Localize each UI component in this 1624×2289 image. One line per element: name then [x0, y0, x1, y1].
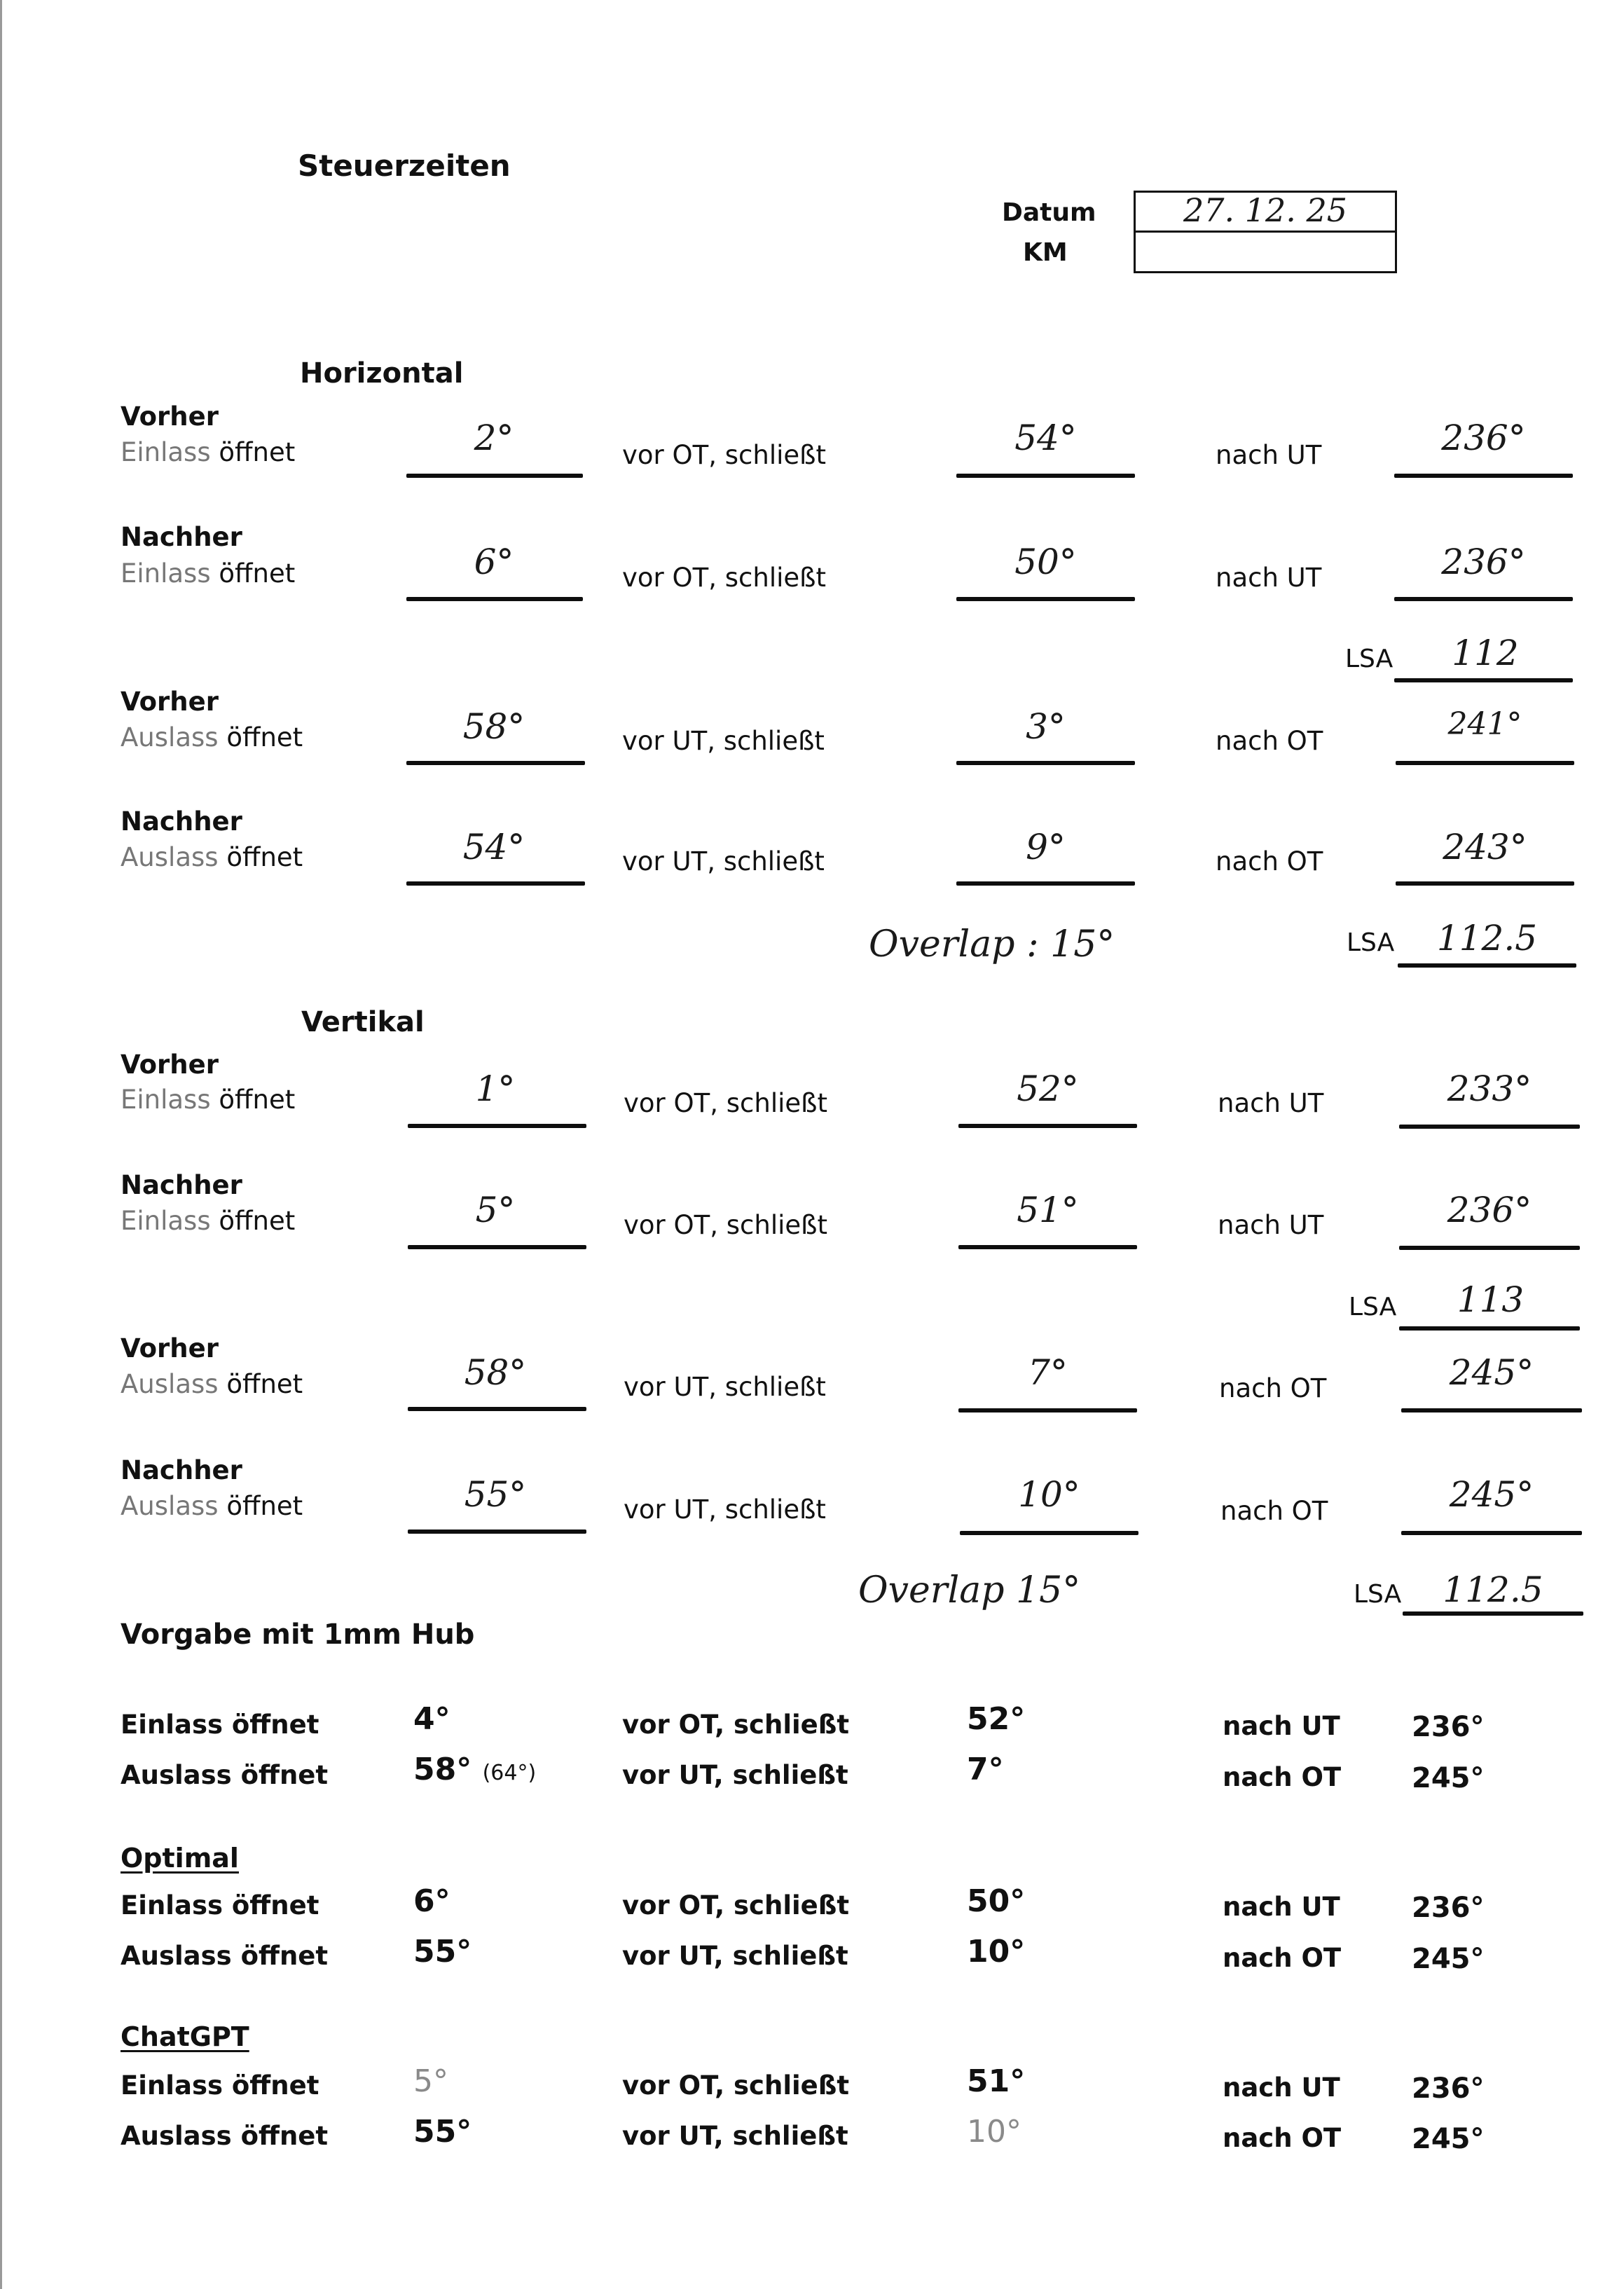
- total-underline: [1396, 761, 1574, 765]
- mid-label: vor OT, schließt: [622, 440, 826, 470]
- close-value[interactable]: 3°: [1026, 706, 1066, 747]
- chatgpt-close: 51°: [967, 2063, 1026, 2099]
- optimal-close: 10°: [967, 1934, 1026, 1970]
- lsa-underline: [1398, 963, 1576, 968]
- open-value[interactable]: 58°: [464, 1352, 527, 1393]
- section-optimal: Optimal: [121, 1843, 239, 1874]
- close-underline: [960, 1531, 1138, 1535]
- lsa-label: LSA: [1349, 1293, 1397, 1321]
- datum-km-box: [1134, 191, 1397, 273]
- close-underline: [958, 1408, 1137, 1412]
- open-underline: [406, 474, 583, 478]
- total-value[interactable]: 241°: [1447, 706, 1522, 742]
- open-underline: [408, 1245, 586, 1249]
- open-underline: [408, 1124, 586, 1128]
- row-valve-label: Einlass öffnet: [121, 1085, 296, 1115]
- row-state: Nachher: [121, 1170, 242, 1200]
- end-label: nach UT: [1216, 563, 1322, 593]
- vorgabe-total: 236°: [1412, 1711, 1485, 1743]
- lsa-value[interactable]: 112: [1452, 633, 1519, 673]
- optimal-mid: vor UT, schließt: [622, 1941, 848, 1971]
- total-value[interactable]: 236°: [1441, 542, 1526, 582]
- row-valve-label: Einlass öffnet: [121, 558, 296, 589]
- optimal-end: nach UT: [1223, 1892, 1340, 1922]
- optimal-total: 245°: [1412, 1943, 1485, 1975]
- vorgabe-mid: vor OT, schließt: [622, 1710, 850, 1740]
- lsa-underline: [1403, 1611, 1583, 1616]
- mid-label: vor UT, schließt: [622, 726, 825, 756]
- total-value[interactable]: 236°: [1441, 418, 1526, 458]
- optimal-row-label: Auslass öffnet: [121, 1941, 329, 1971]
- end-label: nach OT: [1216, 726, 1323, 756]
- datum-label: Datum: [1002, 198, 1096, 227]
- total-underline: [1396, 881, 1574, 886]
- total-value[interactable]: 245°: [1449, 1352, 1534, 1393]
- total-underline: [1401, 1531, 1582, 1535]
- scan-edge: [0, 0, 2, 2289]
- close-underline: [956, 761, 1135, 765]
- open-underline: [408, 1530, 586, 1534]
- overlap-note: Overlap : 15°: [869, 923, 1115, 965]
- optimal-close: 50°: [967, 1883, 1026, 1919]
- open-value[interactable]: 2°: [474, 418, 514, 458]
- close-value[interactable]: 50°: [1014, 542, 1077, 582]
- mid-label: vor UT, schließt: [622, 846, 825, 877]
- end-label: nach UT: [1216, 440, 1322, 470]
- optimal-open: 6°: [413, 1883, 450, 1919]
- end-label: nach OT: [1219, 1373, 1327, 1403]
- close-underline: [958, 1124, 1137, 1128]
- end-label: nach UT: [1218, 1088, 1324, 1118]
- close-value[interactable]: 7°: [1028, 1352, 1068, 1393]
- optimal-open: 55°: [413, 1934, 472, 1970]
- mid-label: vor UT, schließt: [624, 1494, 826, 1525]
- mid-label: vor OT, schließt: [624, 1088, 827, 1118]
- vorgabe-mid: vor UT, schließt: [622, 1760, 848, 1790]
- row-state: Nachher: [121, 522, 242, 552]
- total-value[interactable]: 236°: [1447, 1190, 1532, 1230]
- row-state: Vorher: [121, 401, 219, 432]
- lsa-underline: [1394, 678, 1573, 682]
- chatgpt-open: 5°: [413, 2063, 448, 2099]
- total-underline: [1401, 1408, 1582, 1412]
- close-value[interactable]: 52°: [1017, 1068, 1079, 1109]
- row-valve-label: Auslass öffnet: [121, 722, 303, 752]
- total-value[interactable]: 243°: [1443, 827, 1527, 867]
- end-label: nach OT: [1220, 1496, 1328, 1526]
- chatgpt-close: 10°: [967, 2114, 1021, 2150]
- chatgpt-total: 245°: [1412, 2123, 1485, 2155]
- vorgabe-close: 52°: [967, 1701, 1026, 1737]
- lsa-value[interactable]: 112.5: [1443, 1569, 1543, 1610]
- chatgpt-open: 55°: [413, 2114, 472, 2150]
- section-horizontal: Horizontal: [300, 357, 464, 390]
- total-value[interactable]: 245°: [1449, 1474, 1534, 1515]
- row-valve-label: Auslass öffnet: [121, 1369, 303, 1399]
- lsa-label: LSA: [1347, 928, 1395, 957]
- open-value[interactable]: 5°: [475, 1190, 516, 1230]
- lsa-value[interactable]: 113: [1457, 1279, 1525, 1320]
- close-value[interactable]: 9°: [1026, 827, 1066, 867]
- section-chatgpt: ChatGPT: [121, 2021, 249, 2052]
- close-underline: [956, 881, 1135, 886]
- chatgpt-mid: vor OT, schließt: [622, 2070, 850, 2101]
- close-underline: [956, 597, 1135, 601]
- open-value[interactable]: 55°: [464, 1474, 527, 1515]
- row-state: Nachher: [121, 1455, 242, 1485]
- optimal-row-label: Einlass öffnet: [121, 1890, 319, 1920]
- close-value[interactable]: 10°: [1018, 1474, 1080, 1515]
- total-underline: [1394, 474, 1573, 478]
- vorgabe-open-extra: (64°): [482, 1761, 537, 1785]
- vorgabe-total: 245°: [1412, 1762, 1485, 1794]
- lsa-underline: [1399, 1326, 1580, 1331]
- datum-value[interactable]: 27. 12. 25: [1183, 191, 1348, 229]
- chatgpt-total: 236°: [1412, 2073, 1485, 2105]
- row-state: Vorher: [121, 687, 219, 717]
- total-underline: [1394, 597, 1573, 601]
- vorgabe-row-label: Auslass öffnet: [121, 1760, 329, 1790]
- page-title: Steuerzeiten: [298, 149, 511, 183]
- box-divider: [1136, 231, 1395, 233]
- open-underline: [408, 1407, 586, 1411]
- chatgpt-end: nach UT: [1223, 2073, 1340, 2103]
- vorgabe-end: nach OT: [1223, 1762, 1342, 1792]
- close-value[interactable]: 51°: [1017, 1190, 1079, 1230]
- open-underline: [406, 597, 583, 601]
- total-underline: [1399, 1246, 1580, 1250]
- chatgpt-end: nach OT: [1223, 2123, 1342, 2153]
- total-underline: [1399, 1125, 1580, 1129]
- open-value[interactable]: 54°: [462, 827, 525, 867]
- vorgabe-open: 4°: [413, 1701, 450, 1737]
- row-state: Vorher: [121, 1333, 219, 1363]
- open-value[interactable]: 58°: [462, 706, 525, 747]
- optimal-total: 236°: [1412, 1892, 1485, 1924]
- section-vorgabe: Vorgabe mit 1mm Hub: [121, 1618, 475, 1651]
- overlap-note: Overlap 15°: [858, 1569, 1081, 1611]
- optimal-end: nach OT: [1223, 1943, 1342, 1973]
- vorgabe-close: 7°: [967, 1752, 1004, 1787]
- km-label: KM: [1023, 238, 1068, 267]
- close-value[interactable]: 54°: [1014, 418, 1077, 458]
- row-valve-label: Auslass öffnet: [121, 1491, 303, 1521]
- close-underline: [956, 474, 1135, 478]
- row-valve-label: Einlass öffnet: [121, 1206, 296, 1236]
- vorgabe-end: nach UT: [1223, 1711, 1340, 1741]
- total-value[interactable]: 233°: [1447, 1068, 1532, 1109]
- open-value[interactable]: 1°: [475, 1068, 516, 1109]
- lsa-label: LSA: [1354, 1580, 1402, 1609]
- close-underline: [958, 1245, 1137, 1249]
- end-label: nach UT: [1218, 1210, 1324, 1240]
- row-state: Vorher: [121, 1050, 219, 1080]
- row-valve-label: Einlass öffnet: [121, 437, 296, 467]
- optimal-mid: vor OT, schließt: [622, 1890, 850, 1920]
- mid-label: vor OT, schließt: [622, 563, 826, 593]
- chatgpt-row-label: Auslass öffnet: [121, 2121, 329, 2151]
- open-underline: [406, 881, 585, 886]
- vorgabe-row-label: Einlass öffnet: [121, 1710, 319, 1740]
- mid-label: vor UT, schließt: [624, 1372, 826, 1402]
- row-valve-label: Auslass öffnet: [121, 842, 303, 872]
- chatgpt-row-label: Einlass öffnet: [121, 2070, 319, 2101]
- vorgabe-open: 58° (64°): [413, 1752, 537, 1787]
- section-vertikal: Vertikal: [301, 1006, 425, 1038]
- open-underline: [406, 761, 585, 765]
- chatgpt-mid: vor UT, schließt: [622, 2121, 848, 2151]
- end-label: nach OT: [1216, 846, 1323, 877]
- mid-label: vor OT, schließt: [624, 1210, 827, 1240]
- lsa-label: LSA: [1345, 645, 1394, 673]
- open-value[interactable]: 6°: [474, 542, 514, 582]
- lsa-value[interactable]: 112.5: [1436, 918, 1538, 958]
- row-state: Nachher: [121, 806, 242, 837]
